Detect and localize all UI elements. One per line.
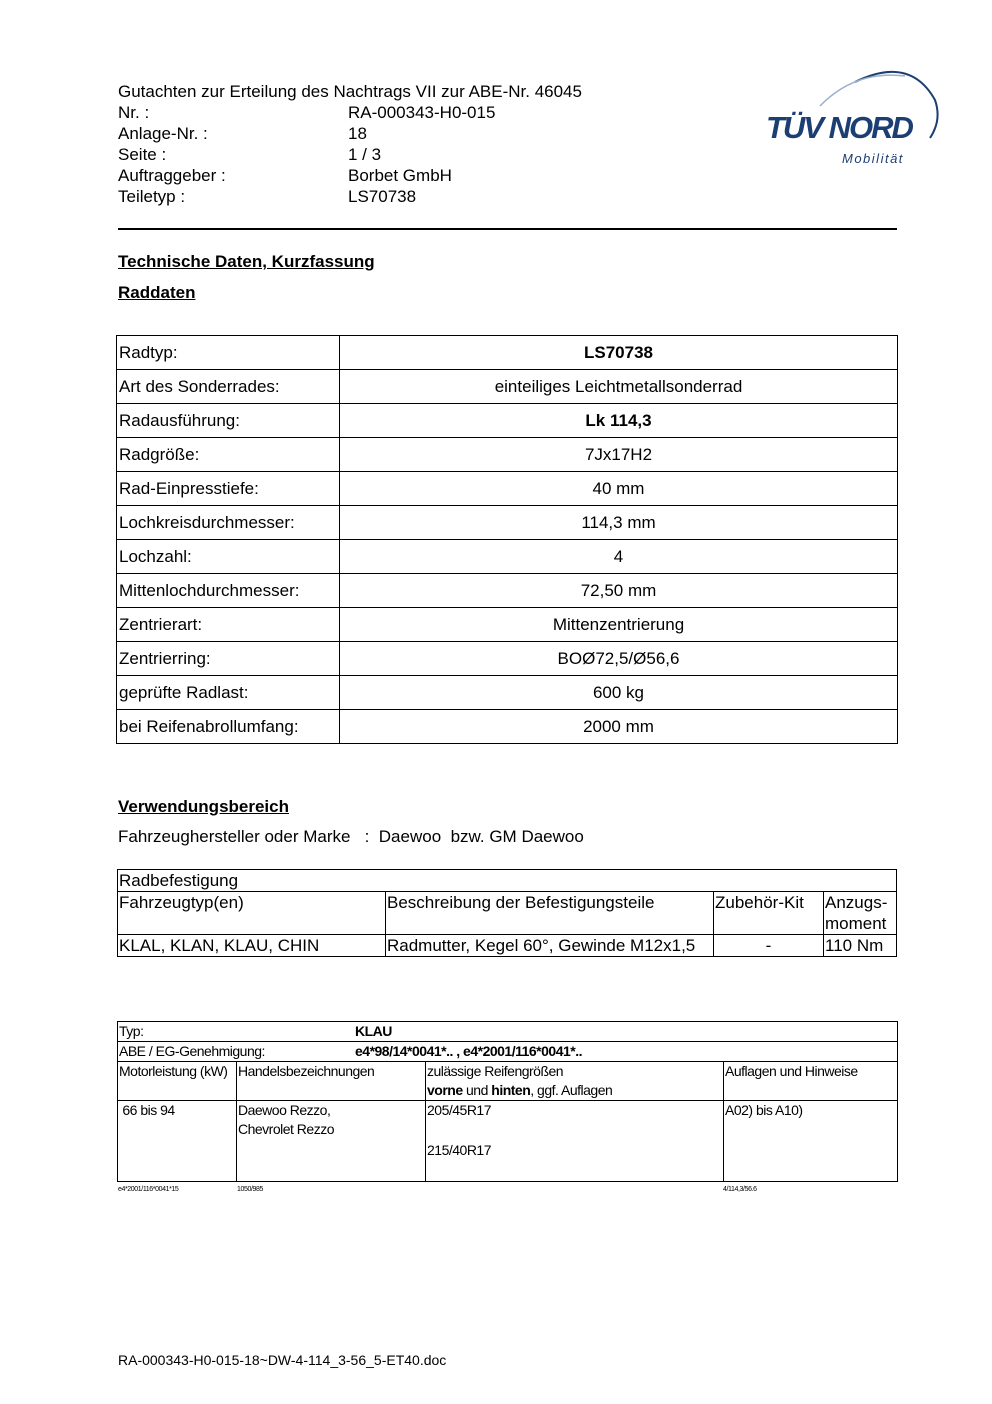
tiny-note: e4*2001/116*0041*15 [118,1186,179,1193]
header-row-seite [118,144,495,165]
table-cell-reifen [426,1101,724,1182]
raddaten-value: einteiliges Leichtmetallsonderrad [340,370,898,404]
fahrzeughersteller-line: Fahrzeughersteller oder Marke : Daewoo bzw. GM Daewoo [118,827,584,846]
table-row [117,370,898,404]
table-row [117,506,898,540]
table-header-row [118,892,897,935]
table-row [117,540,898,574]
raddaten-value: Lk 114,3 [340,404,898,438]
table-cell: 110 Nm [824,935,897,957]
header-value: LS70738 [348,187,417,206]
typ-value: KLAU [355,1023,392,1039]
table-row [117,438,898,472]
raddaten-label: Rad-Einpresstiefe: [117,472,340,506]
reifen-header-auflagen: , ggf. Auflagen [530,1082,613,1098]
raddaten-label: Radtyp: [117,336,340,370]
raddaten-label: Radgröße: [117,438,340,472]
logo-wordmark: TÜV NORD [766,110,912,145]
header-value: RA-000343-H0-015 [348,103,496,122]
raddaten-value: Mittenzentrierung [340,608,898,642]
abe-row [118,1042,898,1062]
header-value: Borbet GmbH [348,166,452,185]
header-label: Anlage-Nr. : [118,124,208,143]
radbefestigung-table [117,869,897,957]
header-label: Auftraggeber : [118,166,226,185]
raddaten-value: BOØ72,5/Ø56,6 [340,642,898,676]
table-row [118,1022,898,1042]
header-divider [118,228,897,230]
tiny-note: 4/114,3/56.6 [723,1186,757,1193]
column-header: Zubehör-Kit [714,892,824,935]
table-row [117,472,898,506]
column-header: Anzugs- moment [824,892,897,935]
handelsbezeichnung: Chevrolet Rezzo [238,1121,334,1137]
raddaten-value: 40 mm [340,472,898,506]
section-title: Technische Daten, Kurzfassung [118,252,375,271]
header-label: Seite : [118,145,167,164]
column-header: Beschreibung der Befestigungsteile [386,892,714,935]
table-row [117,336,898,370]
table-row [117,642,898,676]
raddaten-value: 2000 mm [340,710,898,744]
raddaten-value: 600 kg [340,676,898,710]
abe-value: e4*98/14*0041*.. , e4*2001/116*0041*.. [355,1043,583,1059]
raddaten-label: Radausführung: [117,404,340,438]
table-row [117,404,898,438]
reifen-header-vorne: vorne [427,1082,463,1098]
footer-filename: RA-000343-H0-015-18~DW-4-114_3-56_5-ET40.doc [118,1352,447,1368]
column-header: Auflagen und Hinweise [724,1062,898,1101]
tuv-nord-logo [760,60,945,170]
table-row [117,710,898,744]
verwendung-title: Verwendungsbereich [118,797,289,816]
typ-row [118,1022,898,1042]
radbefestigung-caption: Radbefestigung [118,870,897,892]
typ-label: Typ: [119,1023,144,1039]
raddaten-label: Art des Sonderrades: [117,370,340,404]
header-value: 1 / 3 [348,145,382,164]
table-row [118,1101,898,1182]
raddaten-table [116,335,898,744]
raddaten-value: 72,50 mm [340,574,898,608]
column-header-reifen [426,1062,724,1101]
table-cell: KLAL, KLAN, KLAU, CHIN [118,935,386,957]
handelsbezeichnung: Daewoo Rezzo, [238,1102,331,1118]
table-row [117,676,898,710]
header-info [118,102,495,207]
table-header-row [118,1062,898,1101]
typ-table [117,1021,898,1182]
table-cell: Radmutter, Kegel 60°, Gewinde M12x1,5 [386,935,714,957]
section-subtitle: Raddaten [118,283,196,302]
reifen-header-und: und [462,1082,492,1098]
table-row [118,1042,898,1062]
raddaten-label: Lochkreisdurchmesser: [117,506,340,540]
header-value: 18 [348,124,367,143]
table-row [117,574,898,608]
reifengroesse: 215/40R17 [427,1142,492,1158]
header-row-nr [118,102,495,123]
raddaten-value: 4 [340,540,898,574]
table-row [118,935,897,957]
table-cell: 66 bis 94 [118,1101,237,1182]
header-row-teiletyp [118,186,495,207]
header-label: Teiletyp : [118,187,186,206]
header-row-anlage [118,123,495,144]
table-row [118,870,897,892]
reifengroesse: 205/45R17 [427,1102,492,1118]
raddaten-label: bei Reifenabrollumfang: [117,710,340,744]
table-cell-handel [237,1101,426,1182]
header-label: Nr. : [118,103,150,122]
document-title: Gutachten zur Erteilung des Nachtrags VII zur ABE-Nr. 46045 [118,82,582,101]
table-row [117,608,898,642]
raddaten-value: LS70738 [340,336,898,370]
logo-subtitle: Mobilität [842,151,904,166]
raddaten-label: Mittenlochdurchmesser: [117,574,340,608]
table-cell: A02) bis A10) [724,1101,898,1182]
reifen-header-label: zulässige Reifengrößen [427,1063,564,1079]
raddaten-label: Lochzahl: [117,540,340,574]
raddaten-label: Zentrierring: [117,642,340,676]
table-cell: - [714,935,824,957]
raddaten-value: 7Jx17H2 [340,438,898,472]
reifen-header-hinten: hinten [491,1082,531,1098]
raddaten-label: geprüfte Radlast: [117,676,340,710]
header-row-auftraggeber [118,165,495,186]
column-header: Fahrzeugtyp(en) [118,892,386,935]
column-header: Handelsbezeichnungen [237,1062,426,1101]
raddaten-value: 114,3 mm [340,506,898,540]
column-header: Motorleistung (kW) [118,1062,237,1101]
tiny-note: 1050/985 [237,1186,263,1193]
raddaten-label: Zentrierart: [117,608,340,642]
abe-label: ABE / EG-Genehmigung: [119,1043,265,1059]
